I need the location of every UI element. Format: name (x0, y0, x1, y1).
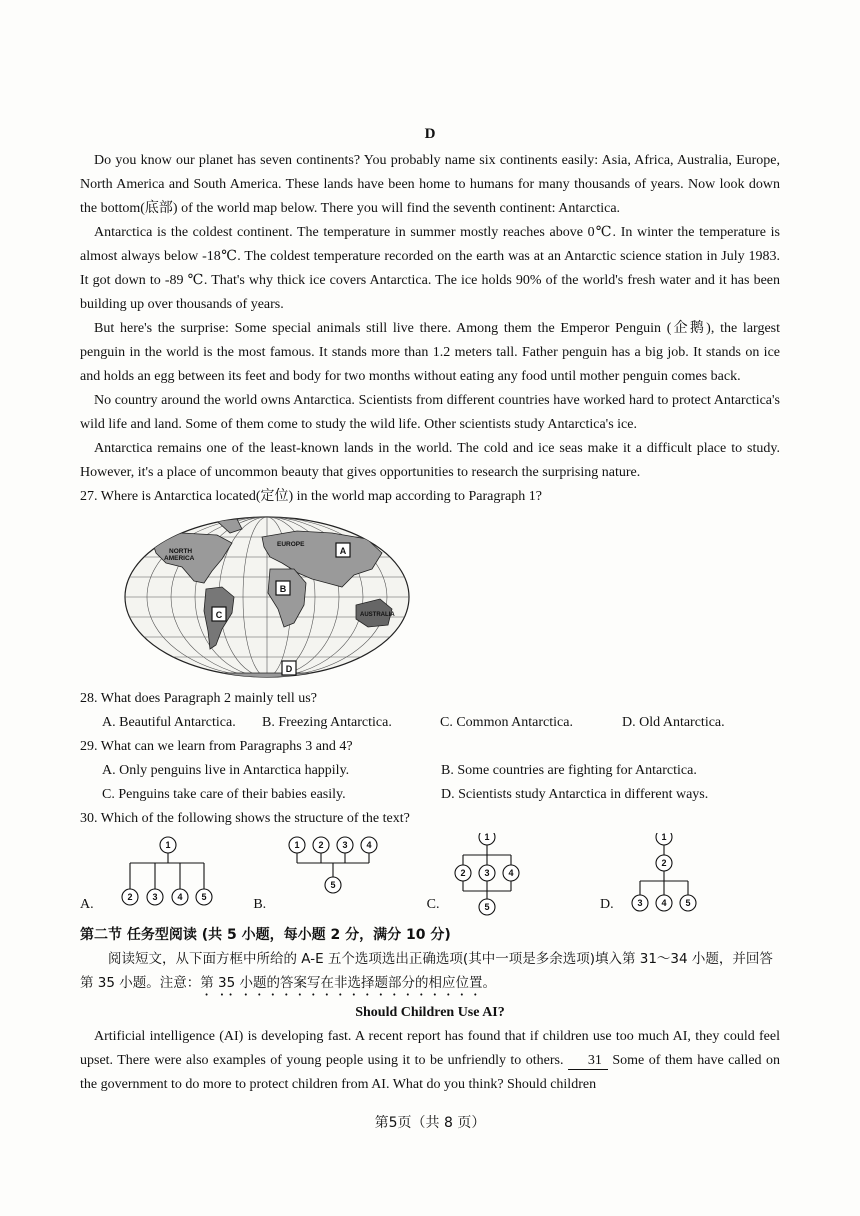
svg-text:3: 3 (152, 892, 158, 902)
map-marker-d: D (285, 664, 293, 674)
structure-option-a[interactable] (80, 833, 240, 917)
svg-text:3: 3 (484, 868, 490, 878)
map-label-america: AMERICA (164, 555, 195, 562)
option-28-b[interactable]: B. Freezing Antarctica. (262, 715, 392, 730)
structure-diagram-a (80, 833, 240, 917)
svg-text:5: 5 (685, 898, 691, 908)
option-29-c[interactable]: C. Penguins take care of their babies easily. (102, 787, 346, 802)
question-28-options (80, 711, 780, 735)
article-paragraph (80, 1025, 780, 1097)
svg-text:1: 1 (294, 840, 300, 850)
option-28-a[interactable]: A. Beautiful Antarctica. (102, 715, 236, 730)
structure-diagrams (80, 833, 760, 917)
svg-text:1: 1 (661, 833, 667, 842)
paragraph-1: Do you know our planet has seven continents? You probably name six continents easily: Asia, Africa, Australia, Europe, North America and South America. These lands have been home to humans for many thousands of years. Now look down the bottom(底部) of the world map below. There you will find the seventh continent: Antarctica. (80, 153, 780, 216)
instruction-end: 。 (482, 975, 497, 991)
svg-text:2: 2 (661, 858, 667, 868)
page-footer: 第5页（共 8 页） (374, 1115, 486, 1131)
svg-text:1: 1 (165, 840, 171, 850)
svg-text:2: 2 (127, 892, 133, 902)
question-30: 30. Which of the following shows the structure of the text? (80, 811, 410, 826)
paragraph-3: But here's the surprise: Some special animals still live there. Among them the Emperor Penguin (企鹅), the largest penguin in the world is the most famous. It stands more than 1.2 meters tall. Father penguin has a big job. It stands on ice and holds an egg between its feet and body for two months without eating any food until mother penguin comes back. (80, 321, 780, 384)
instruction-emphasis: 第 35 小题的答案写在非选择题部分的相应位置 (200, 975, 483, 991)
svg-text:2: 2 (460, 868, 466, 878)
question-29-options-row-2 (80, 783, 780, 807)
structure-option-c[interactable] (427, 833, 587, 917)
world-map (122, 513, 412, 681)
article-title: Should Children Use AI? (355, 1005, 505, 1020)
svg-text:5: 5 (201, 892, 207, 902)
question-27: 27. Where is Antarctica located(定位) in the world map according to Paragraph 1? (80, 489, 542, 504)
svg-text:2: 2 (318, 840, 324, 850)
svg-text:4: 4 (508, 868, 514, 878)
svg-text:4: 4 (661, 898, 667, 908)
structure-option-b[interactable] (253, 833, 413, 917)
article-text-b: Some of them have called on the government to do more to protect children from AI. What do you think? Should children (80, 1053, 781, 1092)
exam-page (80, 126, 780, 1097)
question-28: 28. What does Paragraph 2 mainly tell us? (80, 691, 317, 706)
world-map-graphic (122, 513, 412, 681)
question-29-options-row-1 (80, 759, 780, 783)
question-29: 29. What can we learn from Paragraphs 3 and 4? (80, 739, 353, 754)
structure-diagram-b (253, 833, 413, 917)
structure-option-c-letter: C. (426, 897, 440, 912)
blank-31[interactable]: 31 (568, 1053, 608, 1070)
paragraph-2: Antarctica is the coldest continent. The temperature in summer mostly reaches above 0℃. In winter the temperature is almost always below -18℃. The coldest temperature recorded on the earth was at an Antarctic science station in July 1983. It got down to -89 ℃. That's why thick ice covers Antarctica. The ice holds 90% of the world's fresh water and it has been building up over thousands of years. (80, 225, 780, 312)
map-label-north: NORTH (169, 548, 193, 555)
svg-text:5: 5 (484, 902, 490, 912)
svg-text:3: 3 (637, 898, 643, 908)
section-2-title: 第二节 任务型阅读 (共 5 小题，每小题 2 分，满分 10 分) (80, 927, 451, 943)
option-28-c[interactable]: C. Common Antarctica. (440, 715, 573, 730)
svg-text:5: 5 (330, 880, 336, 890)
structure-option-d-letter: D. (599, 897, 614, 912)
option-28-d[interactable]: D. Old Antarctica. (622, 715, 725, 730)
svg-text:1: 1 (484, 833, 490, 842)
instruction-text: 阅读短文，从下面方框中所给的 A-E 五个选项选出正确选项(其中一项是多余选项)填入第 31～34 小题，并回答第 35 小题。注意： (80, 951, 773, 991)
svg-text:3: 3 (342, 840, 348, 850)
option-29-d[interactable]: D. Scientists study Antarctica in different ways. (441, 787, 709, 802)
map-marker-c: C (215, 610, 223, 620)
section-2-instructions (80, 947, 780, 999)
map-label-australia: AUSTRALIA (360, 612, 395, 618)
option-29-b[interactable]: B. Some countries are fighting for Antarctica. (441, 763, 697, 778)
structure-option-a-letter: A. (80, 897, 94, 912)
svg-text:4: 4 (366, 840, 372, 850)
svg-text:4: 4 (177, 892, 183, 902)
map-marker-b: B (279, 584, 287, 594)
structure-diagram-d (600, 833, 760, 917)
structure-option-d[interactable] (600, 833, 760, 917)
paragraph-5: Antarctica remains one of the least-known lands in the world. The cold and ice seas make it a difficult place to study. However, it's a place of uncommon beauty that gives opportunities to research the surprising nature. (80, 441, 780, 480)
map-label-europe: EUROPE (277, 541, 305, 548)
section-letter: D (424, 126, 436, 142)
structure-diagram-c (427, 833, 587, 917)
paragraph-4: No country around the world owns Antarctica. Scientists from different countries have worked hard to protect Antarctica's wild life and land. Some of them come to study the wild life. Other scientists study Antarctica's ice. (80, 393, 780, 432)
article-text-a: Artificial intelligence (AI) is developing fast. A recent report has found that if children use too much AI, they could feel upset. There were also examples of young people using it to be unfriendly to others. (80, 1029, 780, 1068)
option-29-a[interactable]: A. Only penguins live in Antarctica happily. (102, 763, 350, 778)
map-marker-a: A (339, 546, 347, 556)
structure-option-b-letter: B. (253, 897, 267, 912)
